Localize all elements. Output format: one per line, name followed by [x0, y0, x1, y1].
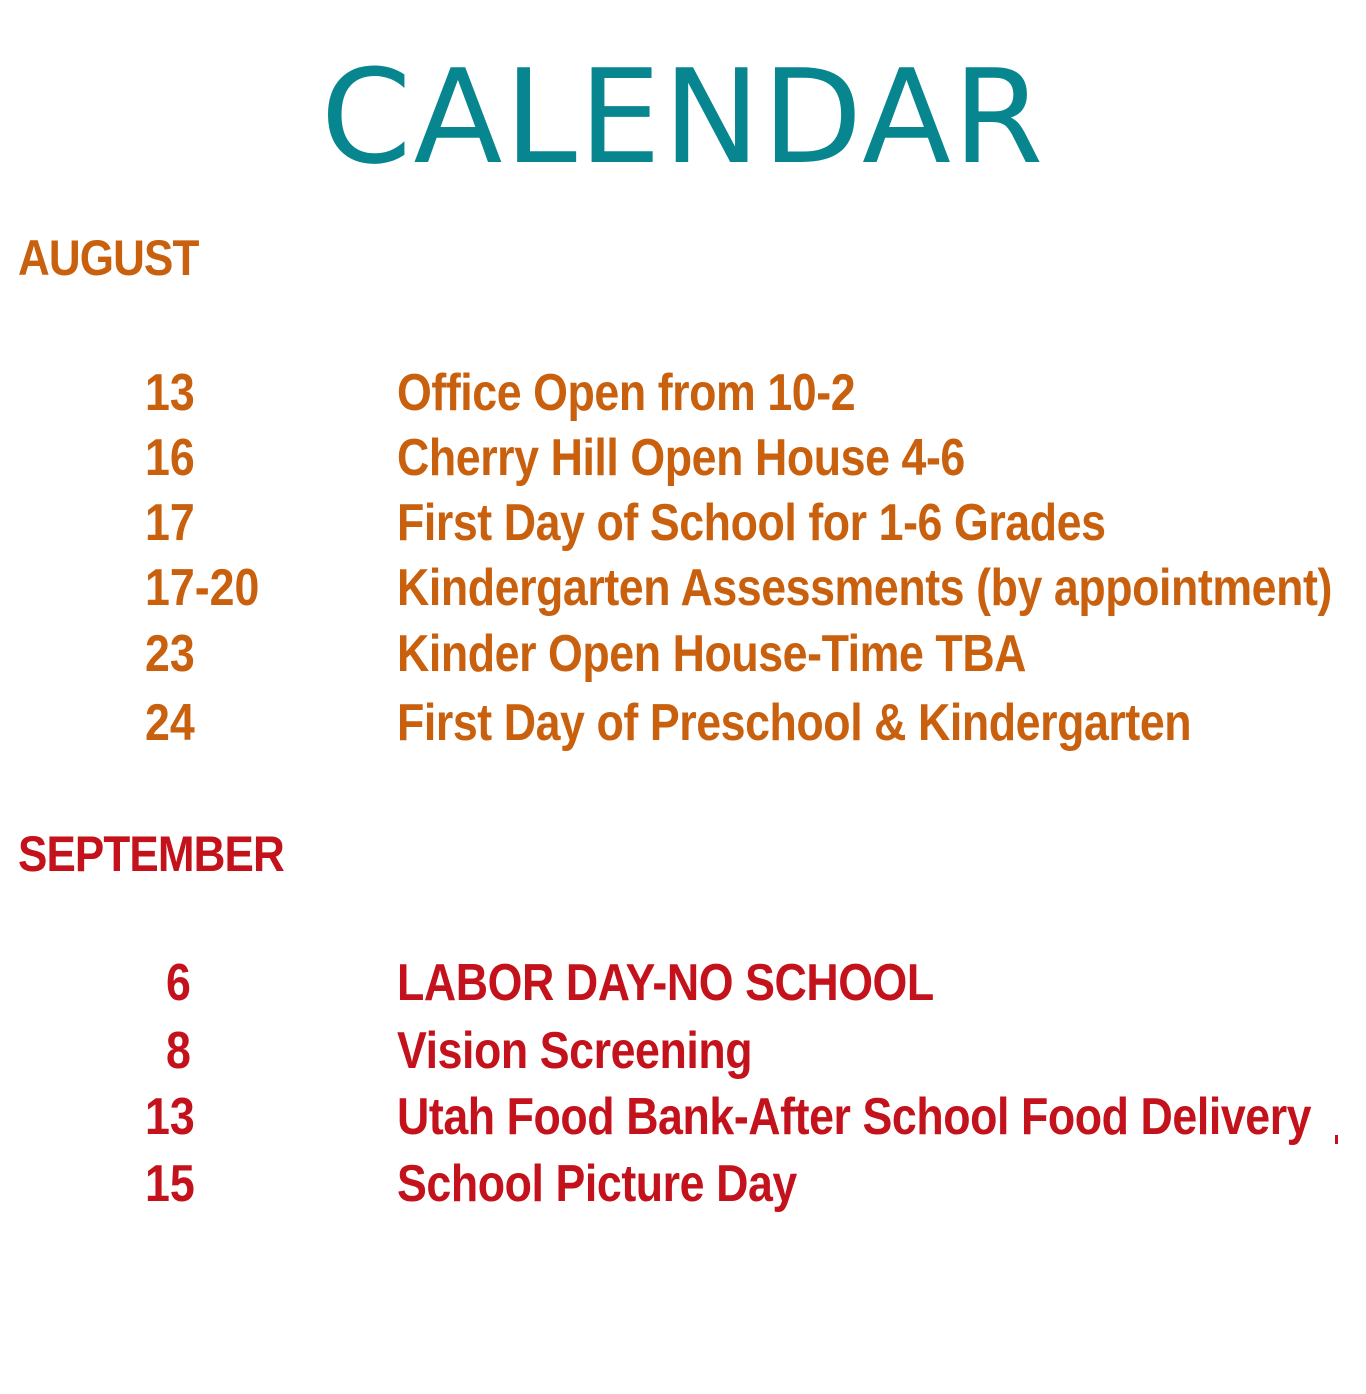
event-day: 6	[166, 954, 191, 1012]
event-text: First Day of Preschool & Kindergarten	[397, 694, 1192, 752]
list-item	[0, 1155, 1366, 1218]
list-item	[0, 429, 1366, 492]
list-item	[0, 364, 1366, 427]
event-text: First Day of School for 1-6 Grades	[397, 494, 1106, 552]
event-text: Kinder Open House-Time TBA	[397, 625, 1027, 683]
stray-mark	[1335, 1135, 1338, 1144]
month-heading-august: AUGUST	[18, 230, 199, 286]
event-day: 23	[145, 625, 195, 683]
event-text: Vision Screening	[397, 1022, 753, 1080]
list-item	[0, 625, 1366, 688]
event-day: 13	[145, 364, 195, 422]
event-day: 16	[145, 429, 195, 487]
event-text: Kindergarten Assessments (by appointment)	[397, 559, 1332, 617]
event-text: Utah Food Bank-After School Food Delivery	[397, 1088, 1312, 1146]
event-text: Office Open from 10-2	[397, 364, 856, 422]
event-day: 17-20	[145, 559, 260, 617]
list-item	[0, 1022, 1366, 1085]
event-text: School Picture Day	[397, 1155, 797, 1213]
list-item	[0, 954, 1366, 1017]
event-day: 24	[145, 694, 195, 752]
page-title: CALENDAR	[320, 41, 1046, 193]
event-day: 13	[145, 1088, 195, 1146]
event-text: LABOR DAY-NO SCHOOL	[397, 954, 934, 1012]
month-heading-september: SEPTEMBER	[18, 826, 284, 882]
event-text: Cherry Hill Open House 4-6	[397, 429, 965, 487]
list-item	[0, 494, 1366, 557]
list-item	[0, 694, 1366, 757]
event-day: 17	[145, 494, 195, 552]
event-day: 15	[145, 1155, 195, 1213]
list-item	[0, 1088, 1366, 1151]
event-day: 8	[166, 1022, 191, 1080]
list-item	[0, 559, 1366, 622]
